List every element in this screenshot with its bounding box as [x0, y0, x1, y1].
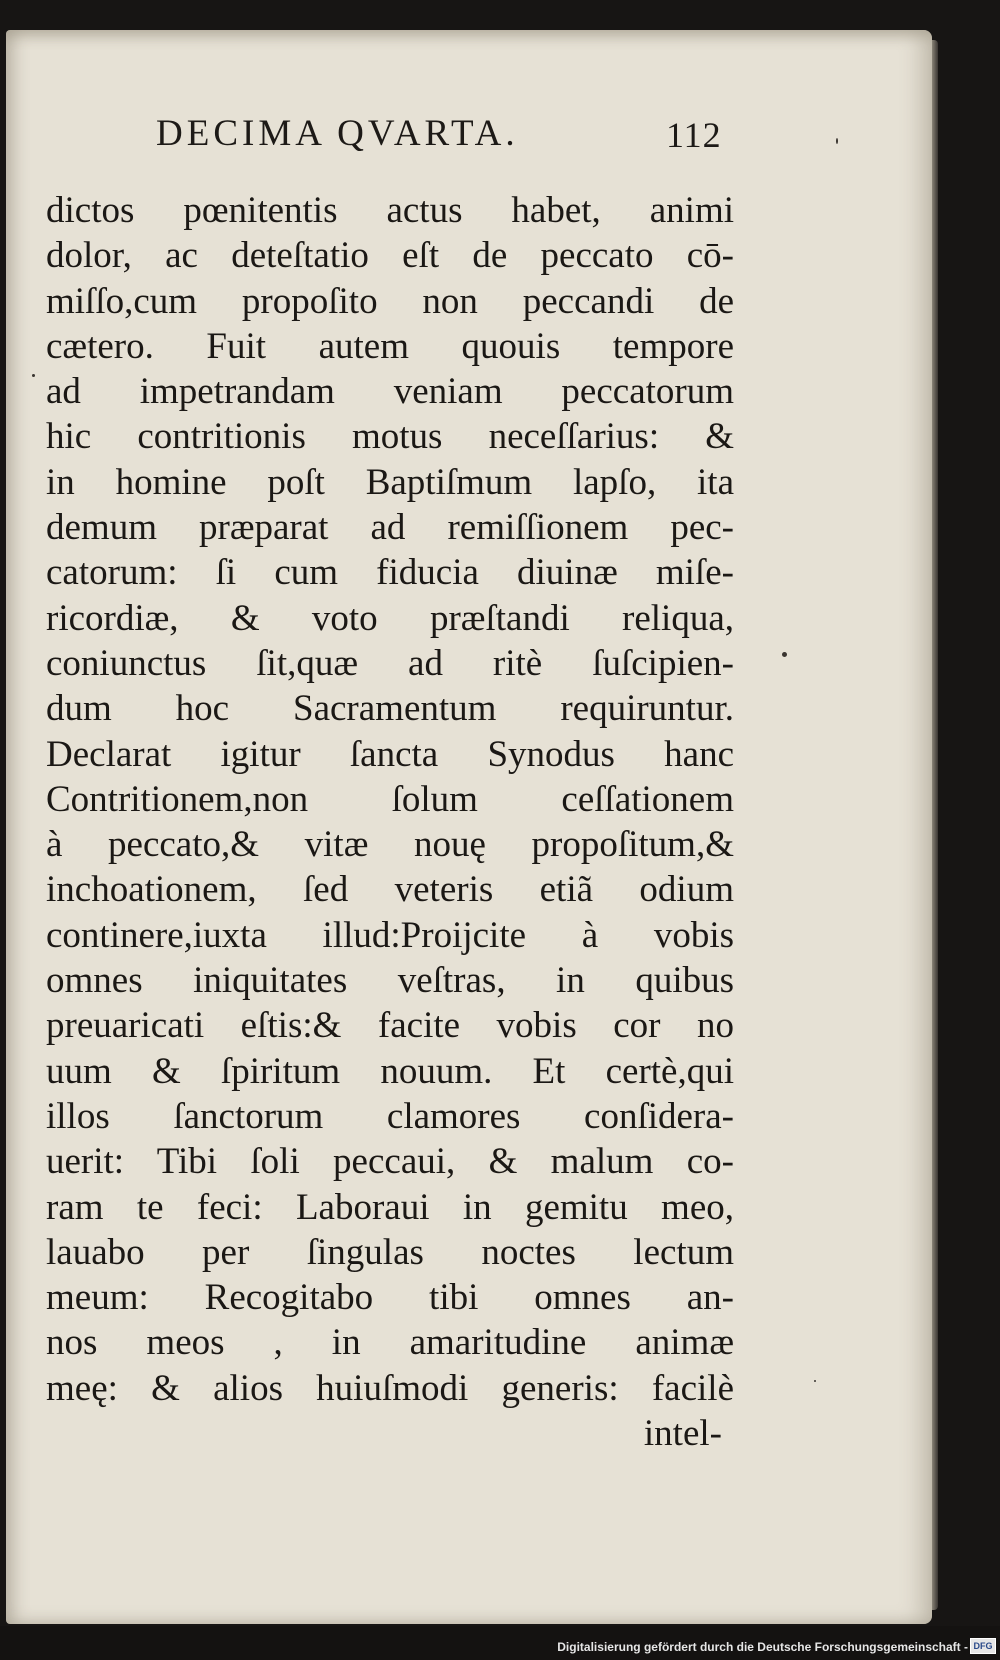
running-head: DECIMA QVARTA.	[156, 113, 519, 154]
catchword: intel-	[643, 1413, 722, 1455]
text-line: cætero. Fuit autem quouis tempore	[46, 325, 734, 367]
text-line: coniunctus ſit,quæ ad ritè ſuſcipien-	[46, 642, 734, 684]
ink-speck	[836, 138, 838, 144]
footer-bar	[0, 1626, 1000, 1660]
text-line: dolor, ac deteſtatio eſt de peccato cō-	[46, 235, 734, 277]
funding-notice: Digitalisierung gefördert durch die Deutsche Forschungsgemeinschaft -	[557, 1640, 968, 1654]
page-edge	[932, 40, 938, 1610]
text-line: ad impetrandam veniam peccatorum	[46, 371, 734, 413]
dfg-logo-icon: DFG	[970, 1638, 996, 1654]
text-line: dum hoc Sacramentum requiruntur.	[46, 688, 734, 730]
page-number: 112	[666, 115, 722, 155]
text-line: ram te feci: Laboraui in gemitu meo,	[46, 1186, 734, 1228]
text-line: meum: Recogitabo tibi omnes an-	[46, 1277, 734, 1319]
text-line: illos ſanctorum clamores conſidera-	[46, 1095, 734, 1137]
text-line: catorum: ſi cum fiducia diuinæ miſe-	[46, 552, 734, 594]
text-line: hic contritionis motus neceſſarius: &	[46, 416, 734, 458]
text-block	[46, 188, 746, 1456]
text-line: Declarat igitur ſancta Synodus hanc	[46, 733, 734, 775]
text-line: miſſo,cum propoſito non peccandi de	[46, 280, 734, 322]
text-line: meę: & alios huiuſmodi generis: facilè	[46, 1367, 734, 1409]
text-line: Contritionem,non ſolum ceſſationem	[46, 778, 734, 820]
ink-speck	[782, 652, 787, 657]
text-line: in homine poſt Baptiſmum lapſo, ita	[46, 461, 734, 503]
text-line: preuaricati eſtis:& facite vobis cor no	[46, 1005, 734, 1047]
ink-speck	[814, 1380, 816, 1382]
text-line: uerit: Tibi ſoli peccaui, & malum co-	[46, 1141, 734, 1183]
ink-speck	[32, 374, 35, 377]
text-line: uum & ſpiritum nouum. Et certè,qui	[46, 1050, 734, 1092]
text-line: lauabo per ſingulas noctes lectum	[46, 1231, 734, 1273]
text-line: continere,iuxta illud:Proijcite à vobis	[46, 914, 734, 956]
book-page	[6, 30, 932, 1624]
text-line: omnes iniquitates veſtras, in quibus	[46, 960, 734, 1002]
text-line: nos meos , in amaritudine animæ	[46, 1322, 734, 1364]
text-line: inchoationem, ſed veteris etiã odium	[46, 869, 734, 911]
text-line: demum præparat ad remiſſionem pec-	[46, 507, 734, 549]
text-line: dictos pœnitentis actus habet, animi	[46, 190, 734, 231]
text-line: ricordiæ, & voto præſtandi reliqua,	[46, 597, 734, 639]
text-line: à peccato,& vitæ nouę propoſitum,&	[46, 824, 734, 866]
